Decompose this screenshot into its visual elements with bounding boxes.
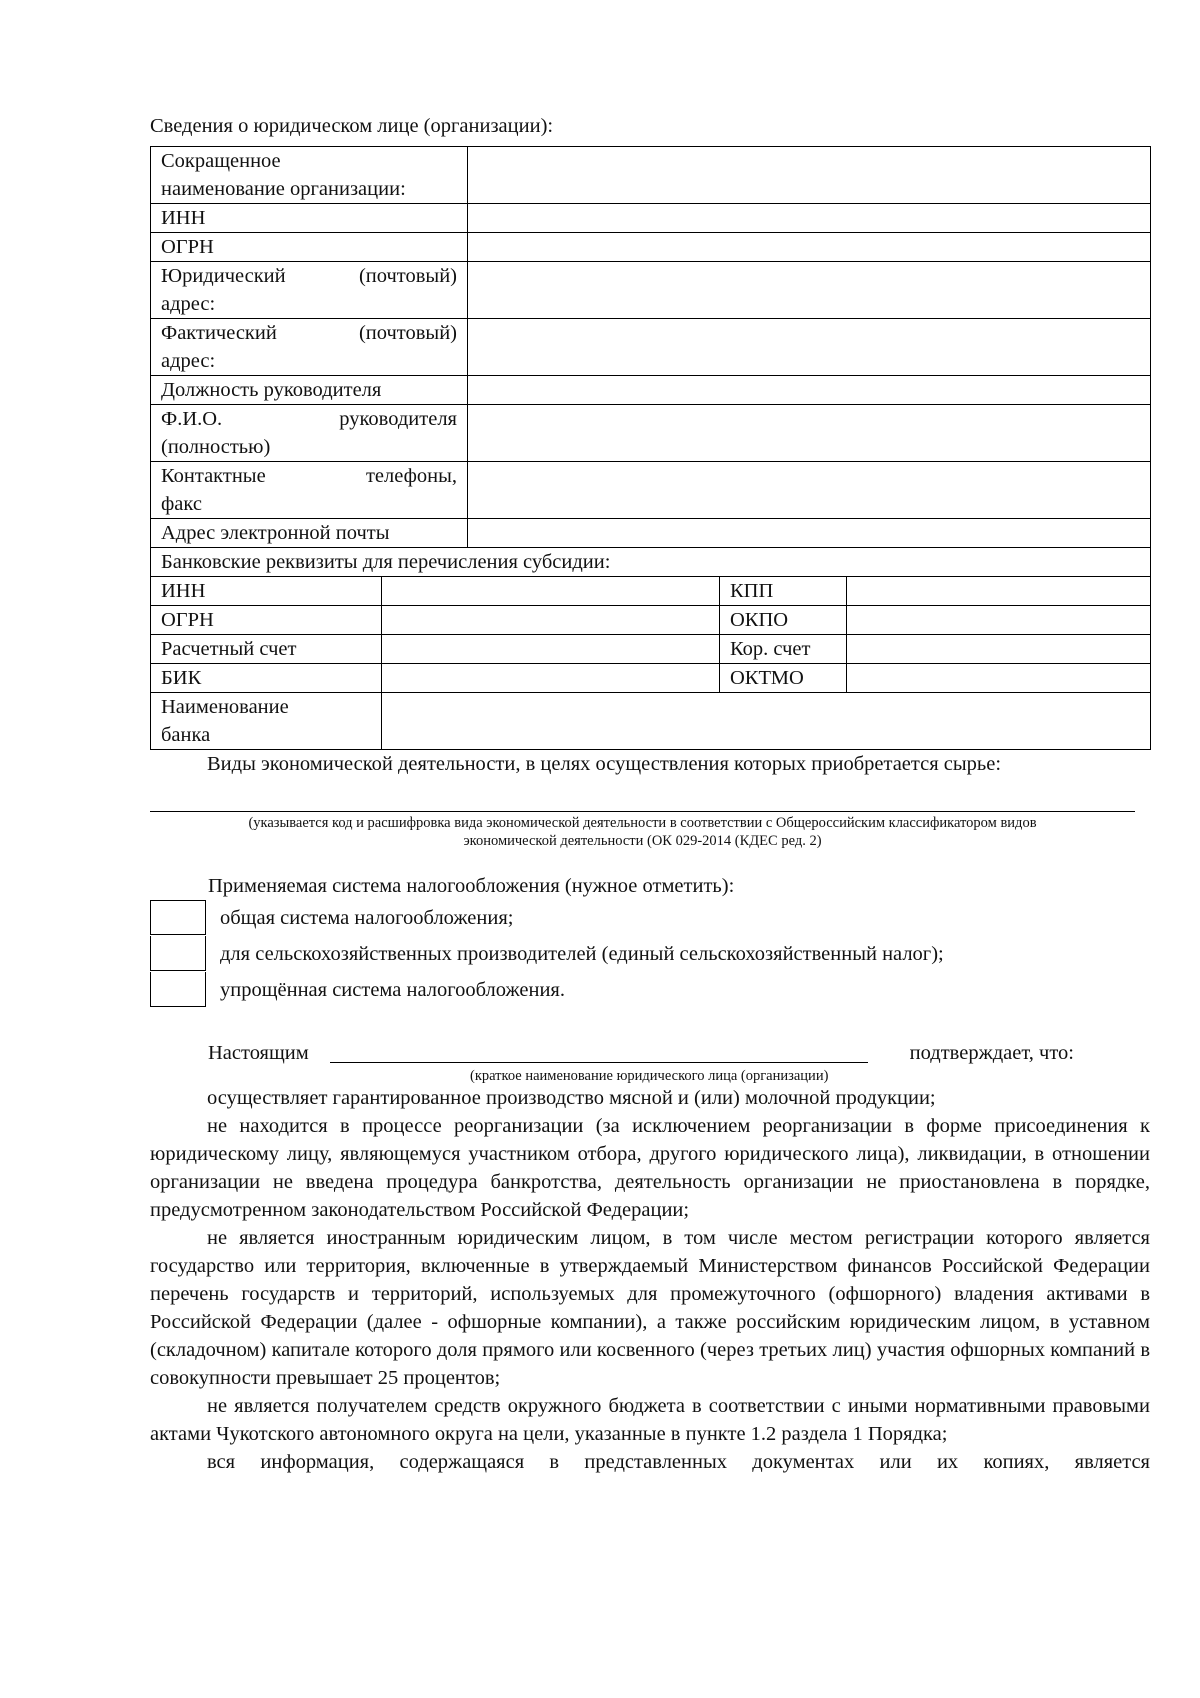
inn-field[interactable] <box>468 204 1151 233</box>
tax-option-label: упрощённая система налогообложения. <box>220 979 565 1001</box>
confirmation-lead: Настоящим <box>208 1042 309 1064</box>
tax-option-label: общая система налогообложения; <box>220 907 514 929</box>
actual-address-field[interactable] <box>468 319 1151 376</box>
ogrn-field[interactable] <box>468 233 1151 262</box>
confirmation-tail: подтверждает, что: <box>909 1042 1074 1064</box>
email-field[interactable] <box>468 519 1151 548</box>
phones-field[interactable] <box>468 462 1151 519</box>
email-label: Адрес электронной почты <box>151 519 468 548</box>
statement-production: осуществляет гарантированное производство мясной и (или) молочной продукции; <box>207 1087 936 1109</box>
form-page <box>150 112 1150 1476</box>
oktmo-label: ОКТМО <box>720 664 847 693</box>
head-position-label: Должность руководителя <box>151 376 468 405</box>
section-heading: Сведения о юридическом лице (организации): <box>150 115 554 137</box>
bik-field[interactable] <box>382 664 720 693</box>
organization-name-blank[interactable] <box>330 1062 868 1063</box>
corr-account-field[interactable] <box>847 635 1151 664</box>
confirmation-line <box>150 1038 1150 1068</box>
statement-offshore: не является иностранным юридическим лицом, в том числе местом регистрации которого является государство или территория, включенные в утверждаемый Министерством финансов Российской Федерации перечень государств и территорий, используемых для промежуточного (офшорного) владения активами в Российской Федерации (далее - офшорные компании), а также российским юридическим лицом, в уставном (складочном) капитале которого доля прямого или косвенного (через третьих лиц) участия офшорных компаний в совокупности превышает 25 процентов; <box>150 1227 1150 1389</box>
tax-option-label: для сельскохозяйственных производителей (единый сельскохозяйственный налог); <box>220 943 944 965</box>
tax-option <box>150 936 1150 972</box>
statement-budget: не является получателем средств окружного бюджета в соответствии с иными нормативными правовыми актами Чукотского автономного округа на цели, указанные в пункте 1.2 раздела 1 Порядка; <box>150 1395 1150 1445</box>
tax-option-checkbox[interactable] <box>150 936 206 971</box>
actual-address-label: Фактический (почтовый) адрес: <box>151 319 468 376</box>
head-name-label: Ф.И.О. руководителя (полностью) <box>151 405 468 462</box>
confirmation-note: (краткое наименование юридического лица (организации) <box>470 1068 829 1084</box>
statement-information: вся информация, содержащаяся в представленных документах или их копиях, является <box>207 1451 1150 1473</box>
head-name-field[interactable] <box>468 405 1151 462</box>
inn-label: ИНН <box>151 204 468 233</box>
account-label: Расчетный счет <box>151 635 382 664</box>
corr-account-label: Кор. счет <box>720 635 847 664</box>
bank-inn-field[interactable] <box>382 577 720 606</box>
kpp-field[interactable] <box>847 577 1151 606</box>
tax-system-heading: Применяемая система налогообложения (нужное отметить): <box>208 875 735 897</box>
statement-reorganization: не находится в процессе реорганизации (за исключением реорганизации в форме присоединения к юридическому лицу, являющемуся участником отбора, другого юридического лица), ликвидации, в отношении организации не введена процедура банкротства, деятельность организации не приостановлена в порядке, предусмотренном законодательством Российской Федерации; <box>150 1115 1150 1221</box>
bank-name-label: Наименование банка <box>151 693 382 750</box>
head-position-field[interactable] <box>468 376 1151 405</box>
okpo-label: ОКПО <box>720 606 847 635</box>
bank-details-header: Банковские реквизиты для перечисления субсидии: <box>151 548 1151 577</box>
legal-address-label: Юридический (почтовый) адрес: <box>151 262 468 319</box>
tax-option-checkbox[interactable] <box>150 972 206 1007</box>
bank-name-field[interactable] <box>382 693 1151 750</box>
activity-text: Виды экономической деятельности, в целях осуществления которых приобретается сырье: <box>207 753 1002 775</box>
tax-option <box>150 900 1150 936</box>
activity-note: (указывается код и расшифровка вида экономической деятельности в соответствии с Общероссийским классификатором видов экономической деятельности (ОК 029-2014 (КДЕС ред. 2) <box>248 815 1037 849</box>
tax-option <box>150 972 1150 1008</box>
bank-inn-label: ИНН <box>151 577 382 606</box>
bank-ogrn-label: ОГРН <box>151 606 382 635</box>
account-field[interactable] <box>382 635 720 664</box>
bank-table <box>150 577 1151 750</box>
tax-options <box>150 900 1150 1008</box>
short-name-label: Сокращенное наименование организации: <box>151 147 468 204</box>
ogrn-label: ОГРН <box>151 233 468 262</box>
oktmo-field[interactable] <box>847 664 1151 693</box>
activity-field-line[interactable] <box>150 811 1135 812</box>
phones-label: Контактные телефоны, факс <box>151 462 468 519</box>
okpo-field[interactable] <box>847 606 1151 635</box>
organization-table <box>150 146 1151 577</box>
short-name-field[interactable] <box>468 147 1151 204</box>
bik-label: БИК <box>151 664 382 693</box>
kpp-label: КПП <box>720 577 847 606</box>
tax-option-checkbox[interactable] <box>150 900 206 935</box>
legal-address-field[interactable] <box>468 262 1151 319</box>
bank-ogrn-field[interactable] <box>382 606 720 635</box>
